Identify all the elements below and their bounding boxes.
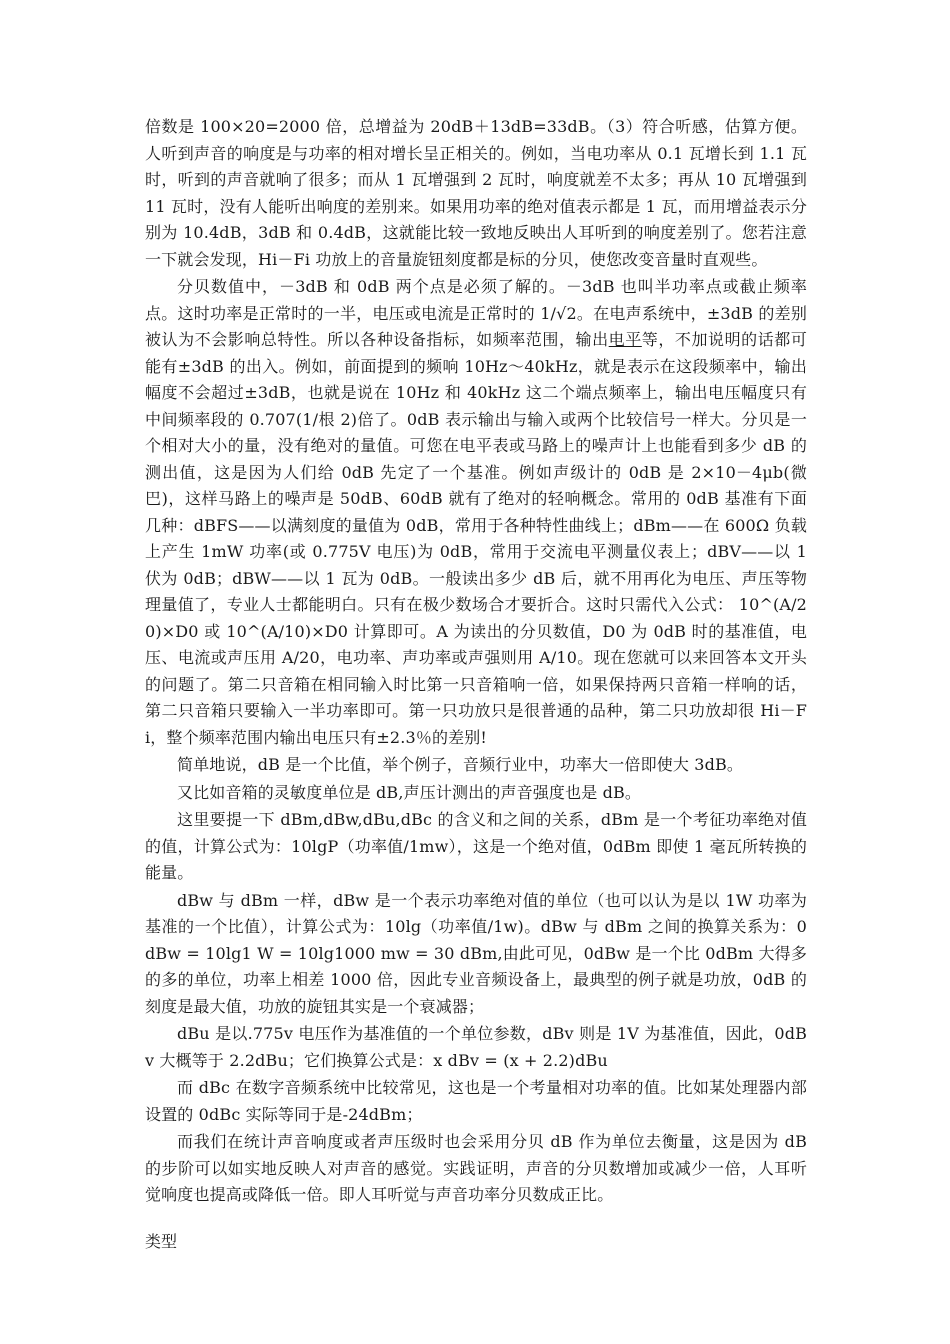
- paragraph-2: [145, 274, 807, 751]
- paragraph-2-text-after: 等，不加说明的话都可能有±3dB 的出入。例如，前面提到的频响 10Hz～40kHz，就是表示在这段频率中，输出幅度不会超过±3dB，也就是说在 10Hz 和 40kHz 这二个端点频率上，输出电压幅度只有中间频率段的 0.707(1/根 2)倍了。0dB 表示输出与输入或两个比较信号一样大。分贝是一个相对大小的量，没有绝对的量值。可您在电平表或马路上的噪声计上也能看到多少 dB 的测出值，这是因为人们给 0dB 先定了一个基准。例如声级计的 0dB 是 2×10－4μb(微巴)，这样马路上的噪声是 50dB、60dB 就有了绝对的轻响概念。常用的 0dB 基准有下面几种：dBFS——以满刻度的量值为 0dB，常用于各种特性曲线上；dBm——在 600Ω 负载上产生 1mW 功率(或 0.775V 电压)为 0dB，常用于交流电平测量仪表上；dBV——以 1 伏为 0dB；dBW——以 1 瓦为 0dB。一般读出多少 dB 后，就不用再化为电压、声压等物理量值了，专业人士都能明白。只有在极少数场合才要折合。这时只需代入公式： 10^(A/20)×D0 或 10^(A/10)×D0 计算即可。A 为读出的分贝数值，D0 为 0dB 时的基准值，电压、电流或声压用 A/20，电功率、声功率或声强则用 A/10。现在您就可以来回答本文开头的问题了。第二只音箱在相同输入时比第一只音箱响一倍，如果保持两只音箱一样响的话，第二只音箱只要输入一半功率即可。第一只功放只是很普通的品种，第二只功放却很 Hi－Fi，整个频率范围内输出电压只有±2.3％的差别!: [145, 330, 807, 747]
- paragraph-6: dBw 与 dBm 一样，dBw 是一个表示功率绝对值的单位（也可以认为是以 1W 功率为基准的一个比值），计算公式为：10lg（功率值/1w)。dBw 与 dBm 之间的换算关系为：0 dBw = 10lg1 W = 10lg1000 mw = 30 dBm,由此可见，0dBw 是一个比 0dBm 大得多的多的单位，功率上相差 1000 倍，因此专业音频设备上，最典型的例子就是功放，0dB 的刻度是最大值，功放的旋钮其实是一个衰减器；: [145, 890, 807, 1016]
- link-dianping[interactable]: 电平: [608, 330, 642, 349]
- paragraph-3: 简单地说，dB 是一个比值，举个例子，音频行业中，功率大一倍即使大 3dB。: [177, 755, 744, 774]
- paragraph-9: 而我们在统计声音响度或者声压级时也会采用分贝 dB 作为单位去衡量，这是因为 dB 的步阶可以如实地反映人对声音的感觉。实践证明，声音的分贝数增加或减少一倍，人耳听觉响度也提高或降低一倍。即人耳听觉与声音功率分贝数成正比。: [145, 1132, 807, 1204]
- paragraph-1: 倍数是 100×20=2000 倍，总增益为 20dB＋13dB=33dB。（3）符合听感，估算方便。人听到声音的响度是与功率的相对增长呈正相关的。例如，当电功率从 0.1 瓦增长到 1.1 瓦时，听到的声音就响了很多；而从 1 瓦增强到 2 瓦时，响度就差不太多；再从 10 瓦增强到 11 瓦时，没有人能听出响度的差别来。如果用功率的绝对值表示都是 1 瓦，而用增益表示分别为 10.4dB，3dB 和 0.4dB，这就能比较一致地反映出人耳听到的响度差别了。您若注意一下就会发现，Hi－Fi 功放上的音量旋钮刻度都是标的分贝，使您改变音量时直观些。: [145, 117, 807, 269]
- paragraph-5: 这里要提一下 dBm,dBw,dBu,dBc 的含义和之间的关系，dBm 是一个考征功率绝对值的值，计算公式为：10lgP（功率值/1mw），这是一个绝对值，0dBm 即使 1 毫瓦所转换的能量。: [145, 810, 807, 882]
- paragraph-8: 而 dBc 在数字音频系统中比较常见，这也是一个考量相对功率的值。比如某处理器内部设置的 0dBc 实际等同于是-24dBm；: [145, 1078, 807, 1124]
- paragraph-7: dBu 是以.775v 电压作为基准值的一个单位参数，dBv 则是 1V 为基准值，因此，0dBv 大概等于 2.2dBu；它们换算公式是：x dBv = (x + 2.2)dBu: [145, 1024, 807, 1070]
- section-heading: 类型: [145, 1231, 178, 1251]
- paragraph-4: 又比如音箱的灵敏度单位是 dB,声压计测出的声音强度也是 dB。: [177, 782, 642, 802]
- document-page: [145, 114, 807, 1255]
- paragraph-2-text: 分贝数值中，－3dB 和 0dB 两个点是必须了解的。－3dB 也叫半功率点或截止频率点。这时功率是正常时的一半，电压或电流是正常时的 1/√2。在电声系统中，±3dB 的差别被认为不会影响总特性。所以各种设备指标，如频率范围，输出: [145, 277, 807, 349]
